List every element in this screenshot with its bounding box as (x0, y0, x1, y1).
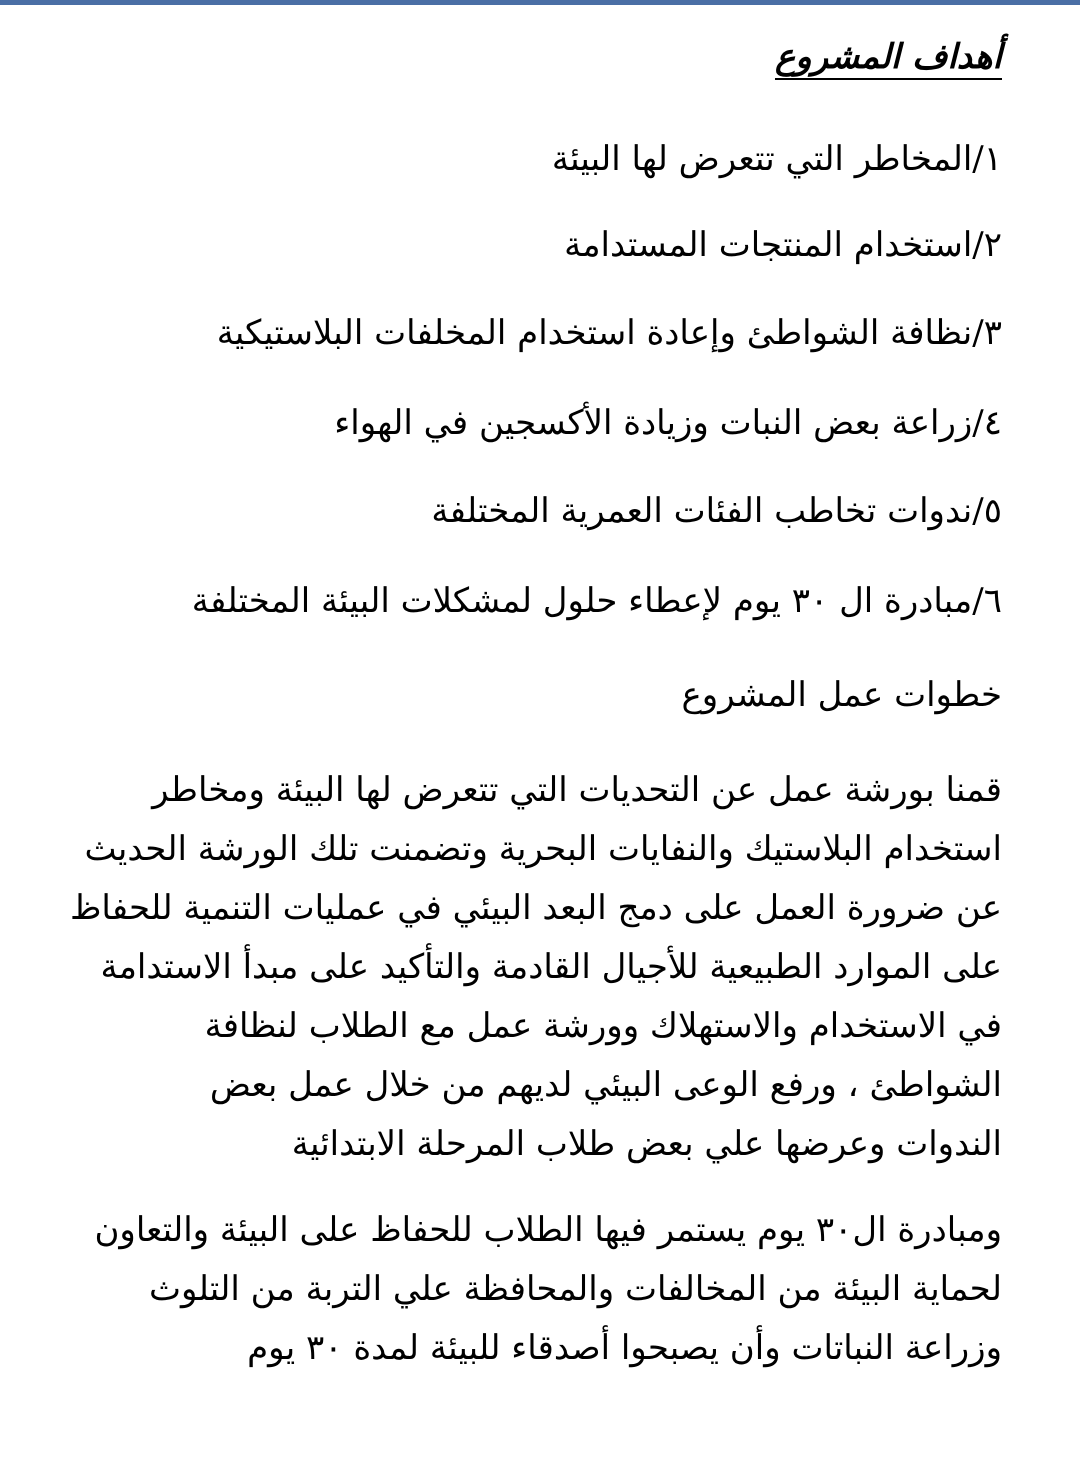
goal-item-3: ٣/نظافة الشواطئ وإعادة استخدام المخلفات البلاستيكية (216, 313, 1002, 353)
goal-item-4: ٤/زراعة بعض النبات وزيادة الأكسجين في الهواء (334, 403, 1002, 443)
paragraph-line: لحماية البيئة من المخالفات والمحافظة علي التربة من التلوث (148, 1269, 1002, 1309)
goal-item-5: ٥/ندوات تخاطب الفئات العمرية المختلفة (431, 491, 1002, 531)
paragraph-line: الندوات وعرضها علي بعض طلاب المرحلة الابتدائية (291, 1124, 1002, 1164)
goal-item-1: ١/المخاطر التي تتعرض لها البيئة (551, 139, 1002, 179)
paragraph-line: الشواطئ ، ورفع الوعى البيئي لديهم من خلال عمل بعض (209, 1065, 1002, 1105)
paragraph-line: ومبادرة ال٣٠ يوم يستمر فيها الطلاب للحفاظ على البيئة والتعاون (94, 1210, 1002, 1250)
initiative-paragraph (40, 1201, 1002, 1378)
goal-item-6: ٦/مبادرة ال ٣٠ يوم لإعطاء حلول لمشكلات البيئة المختلفة (191, 581, 1002, 621)
steps-heading: خطوات عمل المشروع (681, 675, 1002, 715)
document-title: أهداف المشروع (774, 37, 1002, 77)
paragraph-line: على الموارد الطبيعية للأجيال القادمة والتأكيد على مبدأ الاستدامة (100, 947, 1002, 987)
paragraph-line: وزراعة النباتات وأن يصبحوا أصدقاء للبيئة لمدة ٣٠ يوم (247, 1328, 1002, 1368)
document-page (40, 5, 1002, 1445)
paragraph-line: عن ضرورة العمل على دمج البعد البيئي في عمليات التنمية للحفاظ (69, 888, 1002, 928)
paragraph-line: في الاستخدام والاستهلاك وورشة عمل مع الطلاب لنظافة (204, 1006, 1002, 1046)
goal-item-2: ٢/استخدام المنتجات المستدامة (564, 225, 1002, 265)
paragraph-line: استخدام البلاستيك والنفايات البحرية وتضمنت تلك الورشة الحديث (84, 829, 1002, 869)
workshop-paragraph (40, 761, 1002, 1174)
paragraph-line: قمنا بورشة عمل عن التحديات التي تتعرض لها البيئة ومخاطر (152, 770, 1002, 810)
